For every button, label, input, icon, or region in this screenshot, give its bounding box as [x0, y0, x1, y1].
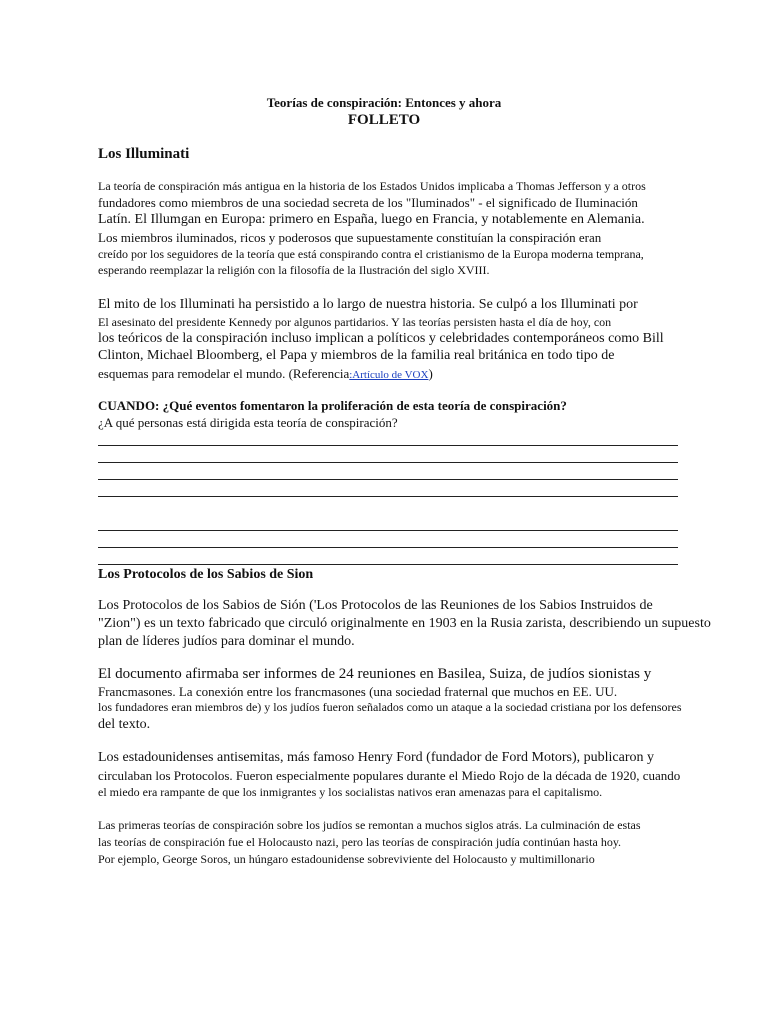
paragraph-line: "Zion") es un texto fabricado que circuló originalmente en 1903 en la Rusia zarista, describiendo un supuesto — [98, 616, 711, 631]
paragraph-line: creído por los seguidores de la teoría que está conspirando contra el cristianismo de la Europa moderna temprana, — [98, 247, 644, 261]
section-heading-protocols: Los Protocolos de los Sabios de Sion — [98, 567, 314, 582]
answer-line[interactable] — [98, 530, 678, 531]
paragraph-line: circulaban los Protocolos. Fueron especialmente populares durante el Miedo Rojo de la década de 1920, cuando — [98, 768, 681, 783]
paragraph-line: Por ejemplo, George Soros, un húngaro estadounidense sobreviviente del Holocausto y multimillonario — [98, 852, 595, 866]
paragraph-line: Los estadounidenses antisemitas, más famoso Henry Ford (fundador de Ford Motors), publicaron y — [98, 750, 655, 765]
document-title: Teorías de conspiración: Entonces y ahora — [266, 95, 502, 110]
answer-line[interactable] — [98, 462, 678, 463]
paragraph-line: los teóricos de la conspiración incluso implican a políticos y celebridades contemporáneos como Bill — [98, 331, 664, 346]
paragraph-line: El asesinato del presidente Kennedy por algunos partidarios. Y las teorías persisten hasta el día de hoy, con — [98, 315, 612, 329]
paragraph-line: El documento afirmaba ser informes de 24 reuniones en Basilea, Suiza, de judíos sionistas y — [98, 666, 652, 682]
answer-line[interactable] — [98, 564, 678, 565]
question-who: ¿A qué personas está dirigida esta teoría de conspiración? — [98, 415, 398, 430]
answer-line[interactable] — [98, 547, 678, 548]
paragraph-line: plan de líderes judíos para dominar el mundo. — [98, 634, 355, 649]
paragraph-line: las teorías de conspiración fue el Holocausto nazi, pero las teorías de conspiración judía continúan hasta hoy. — [98, 835, 622, 849]
paragraph-line: los fundadores eran miembros de) y los judíos fueron señalados como un ataque a la sociedad cristiana por los defensores — [98, 700, 682, 714]
answer-line[interactable] — [98, 445, 678, 446]
paragraph-line: La teoría de conspiración más antigua en la historia de los Estados Unidos implicaba a Thomas Jefferson y a otros — [98, 179, 646, 193]
paragraph-line: El mito de los Illuminati ha persistido a lo largo de nuestra historia. Se culpó a los Illuminati por — [98, 297, 638, 312]
question-when: CUANDO: ¿Qué eventos fomentaron la proliferación de esta teoría de conspiración? — [98, 398, 567, 413]
answer-line[interactable] — [98, 496, 678, 497]
paragraph-line: el miedo era rampante de que los inmigrantes y los socialistas nativos eran amenazas para el capitalismo. — [98, 785, 603, 799]
paragraph-line: Latín. El Illumgan en Europa: primero en España, luego en Francia, y notablemente en Alemania. — [98, 212, 645, 227]
paragraph-text: esquemas para remodelar el mundo. (Referencia — [98, 366, 350, 381]
paragraph-line-with-reference — [98, 366, 433, 382]
paragraph-line: Las primeras teorías de conspiración sobre los judíos se remontan a muchos siglos atrás. La culminación de estas — [98, 818, 641, 832]
paragraph-line: Francmasones. La conexión entre los francmasones (una sociedad fraternal que muchos en EE. UU. — [98, 684, 618, 699]
paragraph-line: Los Protocolos de los Sabios de Sión ('Los Protocolos de las Reuniones de los Sabios Instruidos de — [98, 598, 653, 613]
paragraph-line: Clinton, Michael Bloomberg, el Papa y miembros de la familia real británica en todo tipo de — [98, 348, 615, 363]
paragraph-text: ) — [428, 366, 433, 381]
vox-article-link[interactable]: :Artículo de VOX — [349, 369, 429, 381]
answer-line[interactable] — [98, 479, 678, 480]
section-heading-illuminati: Los Illuminati — [98, 146, 190, 162]
paragraph-line: Los miembros iluminados, ricos y poderosos que supuestamente constituían la conspiración eran — [98, 230, 602, 245]
document-subtitle: FOLLETO — [347, 112, 421, 128]
paragraph-line: esperando reemplazar la religión con la filosofía de la Ilustración del siglo XVIII. — [98, 263, 490, 277]
paragraph-line: fundadores como miembros de una sociedad secreta de los "Iluminados" - el significado de Iluminación — [98, 195, 638, 210]
paragraph-line: del texto. — [98, 717, 151, 732]
